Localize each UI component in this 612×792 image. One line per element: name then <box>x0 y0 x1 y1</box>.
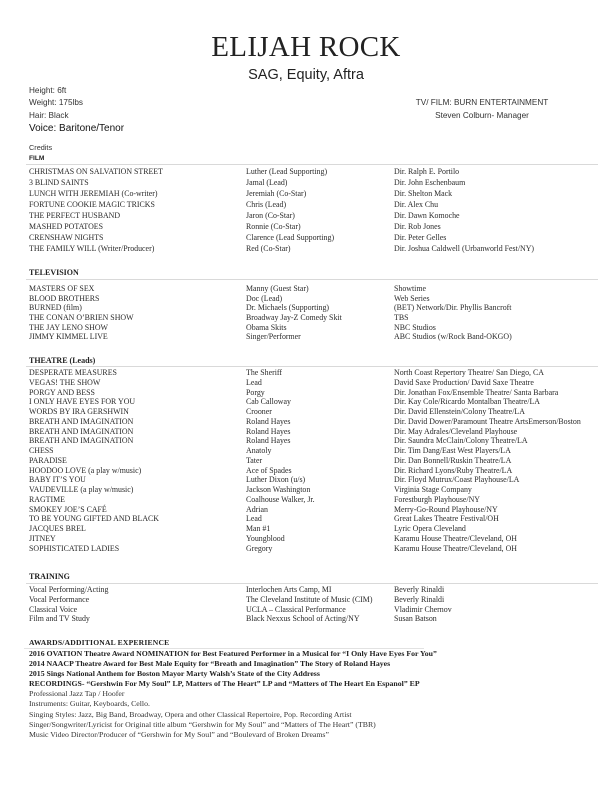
actor-name: ELIJAH ROCK <box>211 31 401 63</box>
awards-list <box>29 649 437 740</box>
credit-role: Ace of Spades <box>246 465 292 475</box>
table-row <box>0 585 612 595</box>
table-row <box>0 466 612 476</box>
representation <box>382 97 582 122</box>
credit-title: BLOOD BROTHERS <box>29 293 100 303</box>
credit-title: CRENSHAW NIGHTS <box>29 233 104 242</box>
training-teacher: Susan Batson <box>394 614 437 624</box>
credit-role: Singer/Performer <box>246 332 301 342</box>
section-heading-television: TELEVISION <box>29 268 79 277</box>
table-row <box>0 294 612 304</box>
television-credits <box>0 284 612 342</box>
credit-role: Tater <box>246 455 263 465</box>
union-affiliations: SAG, Equity, Aftra <box>248 67 364 83</box>
credit-role: Adrian <box>246 504 268 514</box>
credit-role: Porgy <box>246 387 265 397</box>
credit-title: HOODOO LOVE (a play w/music) <box>29 465 142 475</box>
credit-title: THE CONAN O’BRIEN SHOW <box>29 313 134 323</box>
training-subject: Vocal Performing/Acting <box>29 585 109 594</box>
credit-venue: Dir. Richard Lyons/Ruby Theatre/LA <box>394 465 513 475</box>
table-row <box>0 167 612 178</box>
credit-venue: Dir. Saundra McClain/Colony Theatre/LA <box>394 436 528 446</box>
table-row <box>0 514 612 524</box>
credit-title: BREATH AND IMAGINATION <box>29 436 134 446</box>
credit-title: SOPHISTICATED LADIES <box>29 543 120 553</box>
manager-line: Steven Colburn- Manager <box>435 110 529 120</box>
credit-title: THE PERFECT HUSBAND <box>29 211 121 220</box>
credit-role: Jaron (Co-Star) <box>246 211 295 220</box>
credit-director: Dir. Alex Chu <box>394 200 439 209</box>
credit-venue: Lyric Opera Cleveland <box>394 524 466 533</box>
section-divider <box>26 279 598 280</box>
credit-director: Dir. Ralph E. Portilo <box>394 167 460 176</box>
table-row <box>0 323 612 333</box>
training-list <box>0 585 612 624</box>
table-row <box>0 244 612 255</box>
section-divider <box>26 366 598 367</box>
credit-title: I ONLY HAVE EYES FOR YOU <box>29 397 136 407</box>
credit-venue: Merry-Go-Round Playhouse/NY <box>394 504 498 514</box>
training-school: Black Nexxus School of Acting/NY <box>246 614 360 624</box>
credit-role: Obama Skits <box>246 322 287 332</box>
credit-title: WORDS BY IRA GERSHWIN <box>29 407 129 416</box>
table-row <box>0 544 612 554</box>
table-row <box>0 436 612 446</box>
credit-venue: Dir. Jonathan Fox/Ensemble Theatre/ Santa Barbara <box>394 387 559 397</box>
credit-title: TO BE YOUNG GIFTED AND BLACK <box>29 514 159 524</box>
section-divider <box>26 583 598 584</box>
table-row <box>0 233 612 244</box>
credit-title: VEGAS! THE SHOW <box>29 377 101 387</box>
credit-venue: Dir. Dan Bonnell/Ruskin Theatre/LA <box>394 455 512 465</box>
table-row <box>0 200 612 211</box>
voice-stat: Voice: Baritone/Tenor <box>29 122 125 134</box>
credit-venue: Dir. Tim Dang/East West Players/LA <box>394 446 511 455</box>
credit-title: SMOKEY JOE’S CAFÉ <box>29 504 107 514</box>
credit-title: BURNED (film) <box>29 303 82 313</box>
training-subject: Vocal Performance <box>29 594 90 604</box>
section-heading-film: FILM <box>29 155 45 162</box>
credit-role: Cab Calloway <box>246 397 291 407</box>
table-row <box>0 475 612 485</box>
credit-role: Roland Hayes <box>246 426 291 436</box>
table-row <box>0 446 612 456</box>
credit-title: MASTERS OF SEX <box>29 284 95 293</box>
section-heading-theatre: THEATRE (Leads) <box>29 356 96 365</box>
skill-item: Professional Jazz Tap / Hoofer <box>29 689 125 699</box>
credit-network: Web Series <box>394 293 430 303</box>
credit-network: Showtime <box>394 284 427 293</box>
credit-title: PORGY AND BESS <box>29 387 95 397</box>
section-divider <box>26 164 598 165</box>
table-row <box>0 595 612 605</box>
credit-title: DESPERATE MEASURES <box>29 368 117 377</box>
table-row <box>0 534 612 544</box>
credit-role: Chris (Lead) <box>246 200 287 209</box>
table-row <box>0 368 612 378</box>
credit-venue: Virginia Stage Company <box>394 485 472 494</box>
table-row <box>0 388 612 398</box>
table-row <box>0 524 612 534</box>
credit-venue: Forestburgh Playhouse/NY <box>394 494 480 504</box>
credit-role: Ronnie (Co-Star) <box>246 222 301 231</box>
credit-role: Jeremiah (Co-Star) <box>246 189 307 198</box>
credit-role: Luther (Lead Supporting) <box>246 167 328 176</box>
credit-role: Gregory <box>246 543 273 553</box>
training-school: Interlochen Arts Camp, MI <box>246 585 332 594</box>
credit-title: BREATH AND IMAGINATION <box>29 416 134 426</box>
training-school: UCLA – Classical Performance <box>246 604 346 614</box>
credit-role: Jackson Washington <box>246 485 311 494</box>
credit-role: Doc (Lead) <box>246 293 283 303</box>
credit-title: LUNCH WITH JEREMIAH (Co-writer) <box>29 189 158 198</box>
credit-role: Jamal (Lead) <box>246 178 288 187</box>
credit-venue: Dir. Floyd Mutrux/Coast Playhouse/LA <box>394 475 520 485</box>
credit-title: THE JAY LENO SHOW <box>29 322 108 332</box>
credit-title: CHRISTMAS ON SALVATION STREET <box>29 167 163 176</box>
table-row <box>0 456 612 466</box>
table-row <box>0 378 612 388</box>
credit-title: BABY IT’S YOU <box>29 475 86 485</box>
training-school: The Cleveland Institute of Music (CIM) <box>246 594 373 604</box>
award-item: 2015 Sings National Anthem for Boston Mayor Marty Walsh’s State of the City Address <box>29 669 320 679</box>
credit-director: Dir. Shelton Mack <box>394 189 453 198</box>
table-row <box>0 211 612 222</box>
skill-item: Music Video Director/Producer of “Gershwin for My Soul” and “Boulevard of Broken Dreams” <box>29 729 329 739</box>
table-row <box>0 495 612 505</box>
section-heading-awards: AWARDS/ADDITIONAL EXPERIENCE <box>29 638 170 647</box>
credit-title: THE FAMILY WILL (Writer/Producer) <box>29 244 155 253</box>
training-subject: Classical Voice <box>29 604 78 614</box>
skill-item: Singing Styles: Jazz, Big Band, Broadway, Opera and other Classical Repertoire, Pop. Recording Artist <box>29 709 352 719</box>
table-row <box>0 427 612 437</box>
agency-line: TV/ FILM: BURN ENTERTAINMENT <box>415 98 549 107</box>
training-teacher: Beverly Rinaldi <box>394 594 445 604</box>
table-row <box>0 284 612 294</box>
credit-venue: Dir. David Dower/Paramount Theatre ArtsEmerson/Boston <box>394 416 581 426</box>
credit-title: JITNEY <box>29 533 56 543</box>
credit-venue: Great Lakes Theatre Festival/OH <box>394 514 499 524</box>
credit-network: ABC Studios (w/Rock Band-OKGO) <box>394 332 512 342</box>
table-row <box>0 485 612 495</box>
table-row <box>0 505 612 515</box>
theatre-credits <box>0 368 612 553</box>
table-row <box>0 189 612 200</box>
table-row <box>0 303 612 313</box>
credit-role: Anatoly <box>246 446 272 455</box>
credit-role: Coalhouse Walker, Jr. <box>246 494 315 504</box>
credit-network: NBC Studios <box>394 322 436 332</box>
credit-director: Dir. Joshua Caldwell (Urbanworld Fest/NY) <box>394 244 535 253</box>
hair-stat: Hair: Black <box>29 110 69 120</box>
credit-role: Broadway Jay-Z Comedy Skit <box>246 313 342 323</box>
credit-title: RAGTIME <box>29 494 65 504</box>
credit-venue: David Saxe Production/ David Saxe Theatre <box>394 377 534 387</box>
table-row <box>0 313 612 323</box>
training-subject: Film and TV Study <box>29 614 90 624</box>
credit-role: Man #1 <box>246 524 271 533</box>
film-credits <box>0 167 612 255</box>
award-item: 2016 OVATION Theatre Award NOMINATION for Best Featured Performer in a Musical for “I Only Have Eyes For You” <box>29 649 437 658</box>
credit-network: TBS <box>394 313 409 323</box>
credit-director: Dir. John Eschenbaum <box>394 178 466 187</box>
table-row <box>0 397 612 407</box>
credit-role: Crooner <box>246 407 272 416</box>
section-heading-training: TRAINING <box>29 572 70 581</box>
table-row <box>0 222 612 233</box>
credit-venue: Dir. May Adrales/Cleveland Playhouse <box>394 426 518 436</box>
credit-role: Luther Dixon (u/s) <box>246 475 306 485</box>
credit-role: Red (Co-Star) <box>246 244 291 253</box>
credits-label: Credits <box>29 143 53 152</box>
credit-title: FORTUNE COOKIE MAGIC TRICKS <box>29 200 155 209</box>
credit-director: Dir. Dawn Komoche <box>394 211 460 220</box>
table-row <box>0 605 612 615</box>
credit-role: Dr. Michaels (Supporting) <box>246 303 330 313</box>
training-teacher: Beverly Rinaldi <box>394 585 445 594</box>
credit-title: 3 BLIND SAINTS <box>29 178 89 187</box>
credit-role: Lead <box>246 377 262 387</box>
credit-director: Dir. Peter Gelles <box>394 233 447 242</box>
physical-stats <box>29 85 124 135</box>
credit-role: Roland Hayes <box>246 416 291 426</box>
credit-title: VAUDEVILLE (a play w/music) <box>29 485 134 494</box>
table-row <box>0 332 612 342</box>
height-stat: Height: 6ft <box>29 86 67 95</box>
credit-venue: Karamu House Theatre/Cleveland, OH <box>394 533 517 543</box>
skill-item: Instruments: Guitar, Keyboards, Cello. <box>29 699 150 709</box>
table-row <box>0 417 612 427</box>
credit-role: Clarence (Lead Supporting) <box>246 233 335 242</box>
credit-venue: Karamu House Theatre/Cleveland, OH <box>394 543 517 553</box>
credit-venue: Dir. David Ellenstein/Colony Theatre/LA <box>394 407 525 416</box>
training-teacher: Vladimir Chernov <box>394 604 452 614</box>
weight-stat: Weight: 175lbs <box>29 98 84 108</box>
credit-title: MASHED POTATOES <box>29 222 103 231</box>
award-item: 2014 NAACP Theatre Award for Best Male Equity for “Breath and Imagination” The Story of Roland Hayes <box>29 659 391 669</box>
skill-item: Singer/Songwriter/Lyricist for Original title album “Gershwin for My Soul” and “Matters of The Heart” (TBR) <box>29 719 376 729</box>
credit-role: Youngblood <box>246 533 285 543</box>
credit-role: Manny (Guest Star) <box>246 284 309 293</box>
credit-director: Dir. Rob Jones <box>394 222 441 231</box>
credit-title: PARADISE <box>29 455 67 465</box>
credit-role: Roland Hayes <box>246 436 291 446</box>
credit-title: BREATH AND IMAGINATION <box>29 426 134 436</box>
table-row <box>0 178 612 189</box>
credit-role: Lead <box>246 514 262 524</box>
table-row <box>0 614 612 624</box>
credit-venue: North Coast Repertory Theatre/ San Diego, CA <box>394 368 544 377</box>
credit-venue: Dir. Kay Cole/Ricardo Montalban Theatre/LA <box>394 397 541 407</box>
credit-title: JIMMY KIMMEL LIVE <box>29 332 108 342</box>
table-row <box>0 407 612 417</box>
credit-title: CHESS <box>29 446 54 455</box>
credit-title: JACQUES BREL <box>29 524 86 533</box>
credit-role: The Sheriff <box>246 368 283 377</box>
recordings-item: RECORDINGS- “Gershwin For My Soul” LP, Matters of The Heart” LP and “Matters of The Heart En Espanol” EP <box>29 679 420 689</box>
credit-network: (BET) Network/Dir. Phyllis Bancroft <box>394 303 512 313</box>
